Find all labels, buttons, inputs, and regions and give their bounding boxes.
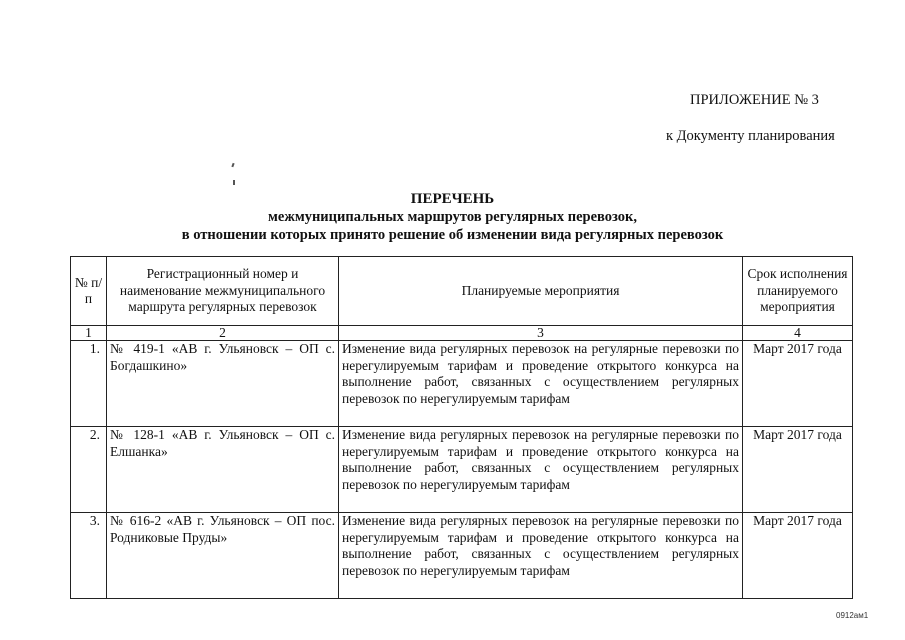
scan-speck xyxy=(233,180,235,185)
column-number: 3 xyxy=(339,326,743,341)
scan-speck xyxy=(231,163,234,167)
row-number: 1. xyxy=(71,341,107,427)
column-number: 1 xyxy=(71,326,107,341)
planned-measures: Изменение вида регулярных перевозок на регулярные перевозки по нерегулируемым тарифам и проведение открытого конкурса на выполнение работ, связанных с осуществлением регулярных перевозок по нерегулируемым тарифам xyxy=(339,513,743,599)
title-main: ПЕРЕЧЕНЬ xyxy=(410,191,495,207)
header-num: № п/п xyxy=(71,257,107,326)
document-code: 0912ам1 xyxy=(836,611,869,620)
table-row xyxy=(71,341,853,427)
planned-measures: Изменение вида регулярных перевозок на регулярные перевозки по нерегулируемым тарифам и проведение открытого конкурса на выполнение работ, связанных с осуществлением регулярных перевозок по нерегулируемым тарифам xyxy=(339,341,743,427)
table-header-row xyxy=(71,257,853,326)
table-row xyxy=(71,427,853,513)
route-name: № 419-1 «АВ г. Ульяновск – ОП с. Богдашкино» xyxy=(107,341,339,427)
route-name: № 128-1 «АВ г. Ульяновск – ОП с. Елшанка» xyxy=(107,427,339,513)
execution-term: Март 2017 года xyxy=(743,513,853,599)
table-row xyxy=(71,513,853,599)
row-number: 3. xyxy=(71,513,107,599)
document-reference: к Документу планирования xyxy=(666,128,835,144)
execution-term: Март 2017 года xyxy=(743,427,853,513)
column-number-row xyxy=(71,326,853,341)
header-route: Регистрационный номер и наименование межмуниципального маршрута регулярных перевозок xyxy=(107,257,339,326)
title-subtitle-line-2: в отношении которых принято решение об изменении вида регулярных перевозок xyxy=(181,227,724,243)
document-title xyxy=(0,190,905,244)
routes-table xyxy=(70,256,853,599)
execution-term: Март 2017 года xyxy=(743,341,853,427)
header-measures: Планируемые мероприятия xyxy=(339,257,743,326)
appendix-label: ПРИЛОЖЕНИЕ № 3 xyxy=(690,92,819,108)
header-term: Срок исполнения планируемого мероприятия xyxy=(743,257,853,326)
column-number: 4 xyxy=(743,326,853,341)
column-number: 2 xyxy=(107,326,339,341)
title-subtitle-line-1: межмуниципальных маршрутов регулярных перевозок, xyxy=(268,209,637,225)
planned-measures: Изменение вида регулярных перевозок на регулярные перевозки по нерегулируемым тарифам и проведение открытого конкурса на выполнение работ, связанных с осуществлением регулярных перевозок по нерегулируемым тарифам xyxy=(339,427,743,513)
row-number: 2. xyxy=(71,427,107,513)
route-name: № 616-2 «АВ г. Ульяновск – ОП пос. Родниковые Пруды» xyxy=(107,513,339,599)
